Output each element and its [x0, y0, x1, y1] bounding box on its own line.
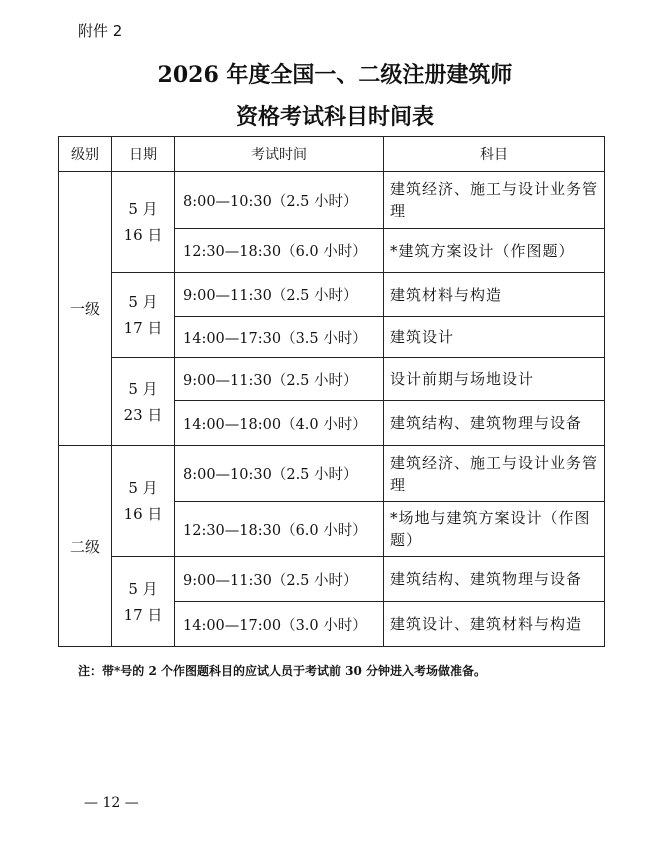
- attachment-label: 附件 2: [78, 22, 123, 40]
- date-cell: [112, 172, 175, 273]
- page-title-line2: 资格考试科目时间表: [235, 104, 434, 130]
- footnote: 注：带*号的 2 个作图题科目的应试人员于考试前 30 分钟进入考场做准备。: [78, 664, 487, 678]
- date-cell: [112, 273, 175, 358]
- subject-cell: 建筑经济、施工与设计业务管理: [384, 446, 605, 502]
- date-cell: [112, 446, 175, 557]
- date-day: 23 日: [123, 405, 163, 424]
- time-cell: 12:30—18:30（6.0 小时）: [175, 502, 384, 557]
- subject-cell: *场地与建筑方案设计（作图题）: [384, 502, 605, 557]
- time-cell: 12:30—18:30（6.0 小时）: [175, 229, 384, 273]
- time-cell: 9:00—11:30（2.5 小时）: [175, 557, 384, 602]
- page-number: — 12 —: [84, 795, 139, 811]
- table-row: [59, 557, 605, 602]
- date-month: 5 月: [128, 200, 158, 218]
- date-month: 5 月: [128, 579, 158, 598]
- date-day: 17 日: [123, 605, 163, 624]
- time-cell: 14:00—17:30（3.5 小时）: [175, 317, 384, 358]
- header-date: 日期: [112, 137, 175, 172]
- table-row: [59, 446, 605, 502]
- subject-cell: 建筑材料与构造: [384, 273, 605, 317]
- date-day: 16 日: [123, 226, 163, 244]
- subject-cell: 建筑经济、施工与设计业务管理: [384, 172, 605, 229]
- table-row: [59, 172, 605, 229]
- exam-schedule-table: [58, 136, 605, 647]
- table-row: [59, 273, 605, 317]
- date-day: 17 日: [123, 319, 163, 337]
- subject-cell: 建筑结构、建筑物理与设备: [384, 557, 605, 602]
- time-cell: 8:00—10:30（2.5 小时）: [175, 446, 384, 502]
- date-month: 5 月: [128, 379, 158, 398]
- page-title-line1: 2026 年度全国一、二级注册建筑师: [157, 62, 513, 88]
- header-time: 考试时间: [175, 137, 384, 172]
- time-cell: 9:00—11:30（2.5 小时）: [175, 358, 384, 401]
- subject-cell: 建筑设计: [384, 317, 605, 358]
- date-cell: [112, 358, 175, 446]
- date-month: 5 月: [128, 293, 158, 311]
- date-day: 16 日: [123, 505, 163, 523]
- table-header-row: [59, 137, 605, 172]
- time-cell: 14:00—18:00（4.0 小时）: [175, 401, 384, 446]
- table-row: [59, 358, 605, 401]
- date-cell: [112, 557, 175, 647]
- time-cell: 8:00—10:30（2.5 小时）: [175, 172, 384, 229]
- time-cell: 9:00—11:30（2.5 小时）: [175, 273, 384, 317]
- subject-cell: *建筑方案设计（作图题）: [384, 229, 605, 273]
- time-cell: 14:00—17:00（3.0 小时）: [175, 602, 384, 647]
- subject-cell: 建筑设计、建筑材料与构造: [384, 602, 605, 647]
- subject-cell: 建筑结构、建筑物理与设备: [384, 401, 605, 446]
- level-cell: 一级: [59, 172, 112, 446]
- level-cell: 二级: [59, 446, 112, 647]
- header-subject: 科目: [384, 137, 605, 172]
- date-month: 5 月: [128, 479, 158, 497]
- subject-cell: 设计前期与场地设计: [384, 358, 605, 401]
- header-level: 级别: [59, 137, 112, 172]
